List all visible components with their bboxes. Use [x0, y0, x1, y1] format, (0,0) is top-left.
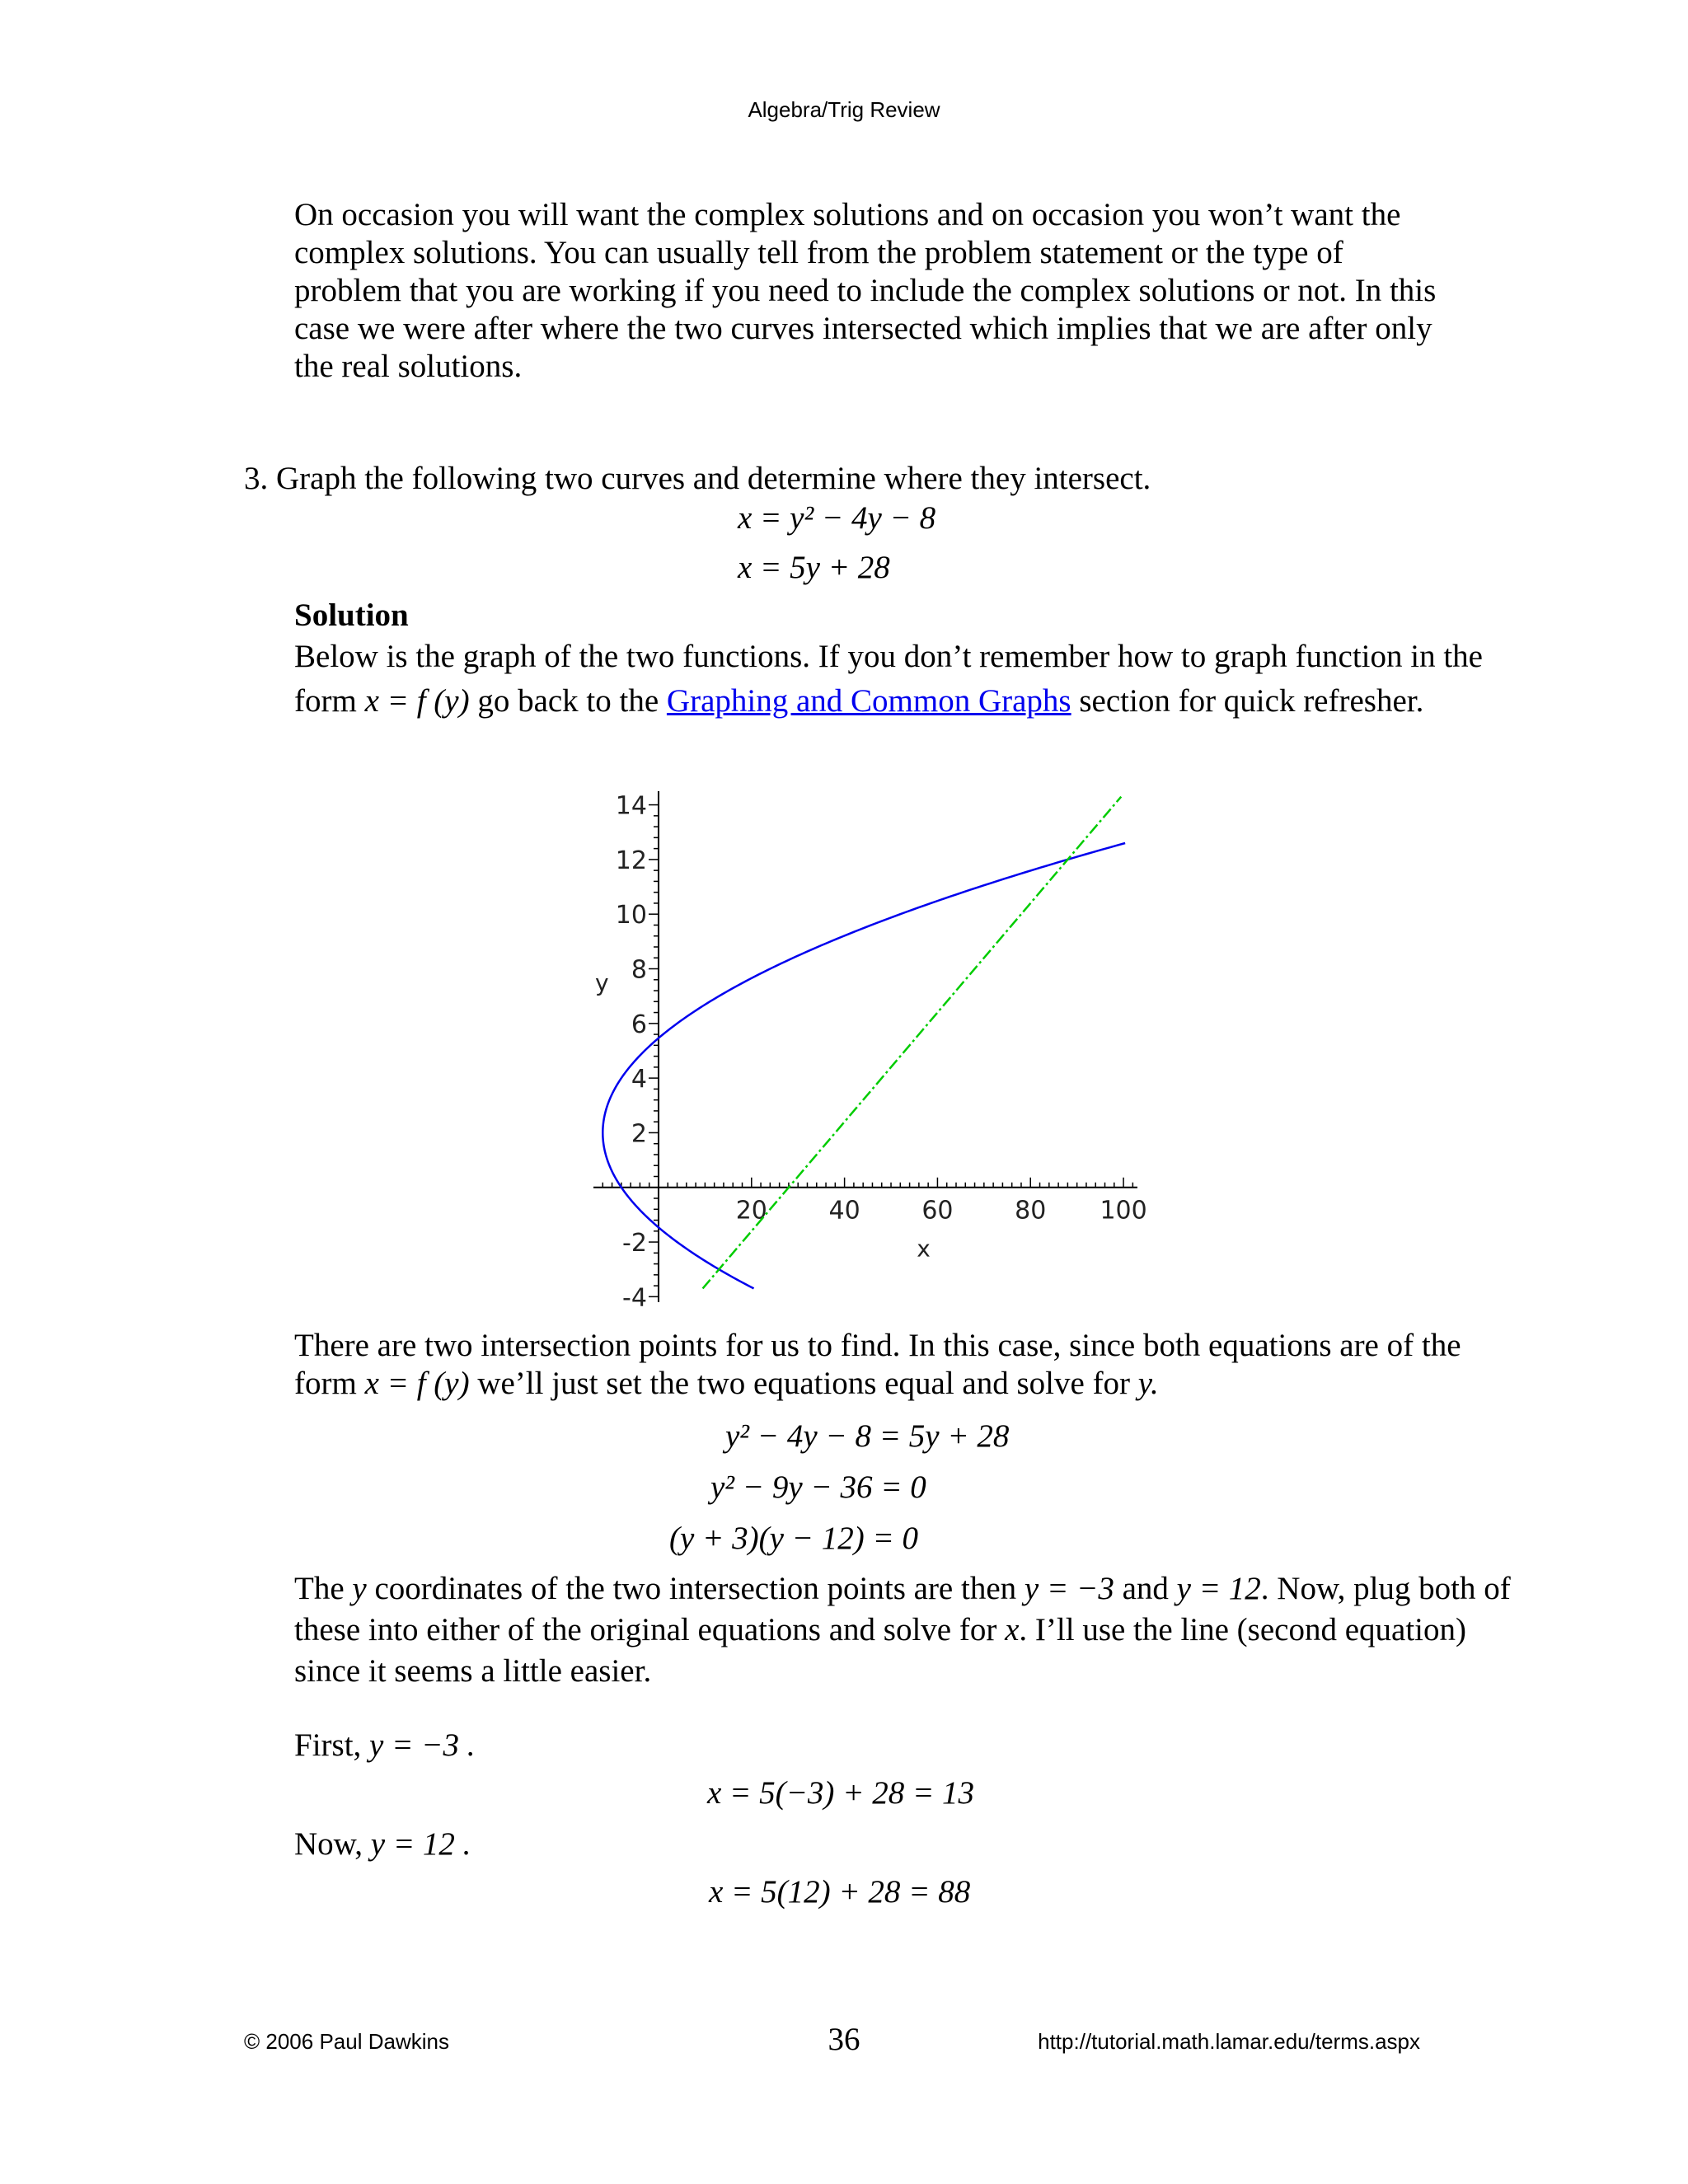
two-points-form: x = f (y): [364, 1366, 470, 1401]
coords-part-4: . I’ll use the line (second equation) since it seems a little easier.: [294, 1612, 1466, 1689]
chart-axes: [593, 791, 1137, 1302]
intersection-chart: [577, 775, 1154, 1319]
step-3-equation: (y + 3)(y − 12) = 0: [669, 1521, 919, 1556]
chart-series: [603, 797, 1125, 1289]
footer-page-number: 36: [828, 2022, 860, 2057]
y-tick-label: 2: [631, 1119, 647, 1149]
first-calculation: x = 5(−3) + 28 = 13: [707, 1775, 975, 1811]
coordinates-paragraph: [294, 1568, 1531, 1692]
x-axis-label: x: [917, 1235, 931, 1263]
footer-url: http://tutorial.math.lamar.edu/terms.aspx: [1038, 2029, 1420, 2054]
coords-y2: y = 12: [1176, 1571, 1261, 1606]
first-value: y = −3 .: [369, 1727, 476, 1763]
coords-and: and: [1122, 1571, 1169, 1606]
now-calculation: x = 5(12) + 28 = 88: [709, 1874, 971, 1910]
step-1-equation: y² − 4y − 8 = 5y + 28: [725, 1418, 1010, 1454]
y-tick-label: 4: [631, 1065, 647, 1094]
y-tick-label: 12: [615, 846, 647, 875]
two-points-var: y.: [1137, 1366, 1159, 1401]
equation-2: x = 5y + 28: [738, 550, 890, 585]
first-line: [294, 1727, 475, 1764]
problem-statement: 3. Graph the following two curves and determine where they intersect.: [244, 461, 1151, 496]
y-tick-label: -2: [622, 1229, 647, 1258]
two-points-paragraph: [294, 1327, 1531, 1403]
graph-intro-part-3: section for quick refresher.: [1079, 683, 1424, 719]
y-axis-label: y: [595, 969, 609, 997]
coords-y1: y = −3: [1024, 1571, 1114, 1606]
graph-intro-paragraph: [294, 635, 1531, 724]
x-tick-label: 40: [828, 1196, 860, 1226]
coords-var: y: [352, 1571, 367, 1606]
two-points-part-1: There are two intersection points for us to find. In this case, since both equations are of the form: [294, 1328, 1461, 1401]
now-label: Now,: [294, 1826, 363, 1862]
intro-paragraph: On occasion you will want the complex solutions and on occasion you won’t want the complex solutions. You can usually tell from the problem statement or the type of problem that you are working if you need to include the complex solutions or not. In this case we were after where the two curves intersected which implies that we are after only the real solutions.: [294, 197, 1437, 384]
parabola-curve: [603, 843, 1125, 1288]
y-tick-label: 10: [615, 901, 647, 930]
x-tick-label: 60: [921, 1196, 954, 1226]
two-points-part-2: we’ll just set the two equations equal and solve for: [477, 1366, 1131, 1401]
y-tick-label: 14: [615, 791, 647, 821]
coords-part-1: The: [294, 1571, 345, 1606]
graph-intro-part-1: Below is the graph of the two functions. If you don’t remember how to graph function in the form: [294, 639, 1483, 719]
now-line: [294, 1825, 471, 1863]
graph-intro-part-2: go back to the: [477, 683, 659, 719]
x-tick-label: 80: [1015, 1196, 1047, 1226]
graph-intro-form: x = f (y): [364, 683, 470, 719]
coords-part-2: coordinates of the two intersection points are then: [374, 1571, 1017, 1606]
equation-1: x = y² − 4y − 8: [738, 500, 936, 536]
chart-tick-labels: [595, 792, 1147, 1313]
solution-heading: Solution: [294, 598, 409, 633]
graphing-common-graphs-link[interactable]: Graphing and Common Graphs: [666, 683, 1071, 719]
footer-copyright: © 2006 Paul Dawkins: [244, 2029, 449, 2054]
page-header: Algebra/Trig Review: [748, 97, 940, 122]
line-curve: [703, 797, 1122, 1289]
now-value: y = 12 .: [370, 1826, 471, 1862]
coords-part-3: . Now, plug both of these into either of the original equations and solve for: [294, 1571, 1511, 1647]
x-tick-label: 100: [1100, 1196, 1147, 1226]
y-tick-label: -4: [622, 1283, 647, 1313]
y-tick-label: 6: [631, 1010, 647, 1039]
first-label: First,: [294, 1727, 362, 1763]
y-tick-label: 8: [631, 955, 647, 985]
x-tick-label: 20: [735, 1196, 767, 1226]
chart-ticks: [603, 805, 1132, 1297]
step-2-equation: y² − 9y − 36 = 0: [710, 1469, 926, 1505]
coords-x: x: [1005, 1612, 1020, 1647]
